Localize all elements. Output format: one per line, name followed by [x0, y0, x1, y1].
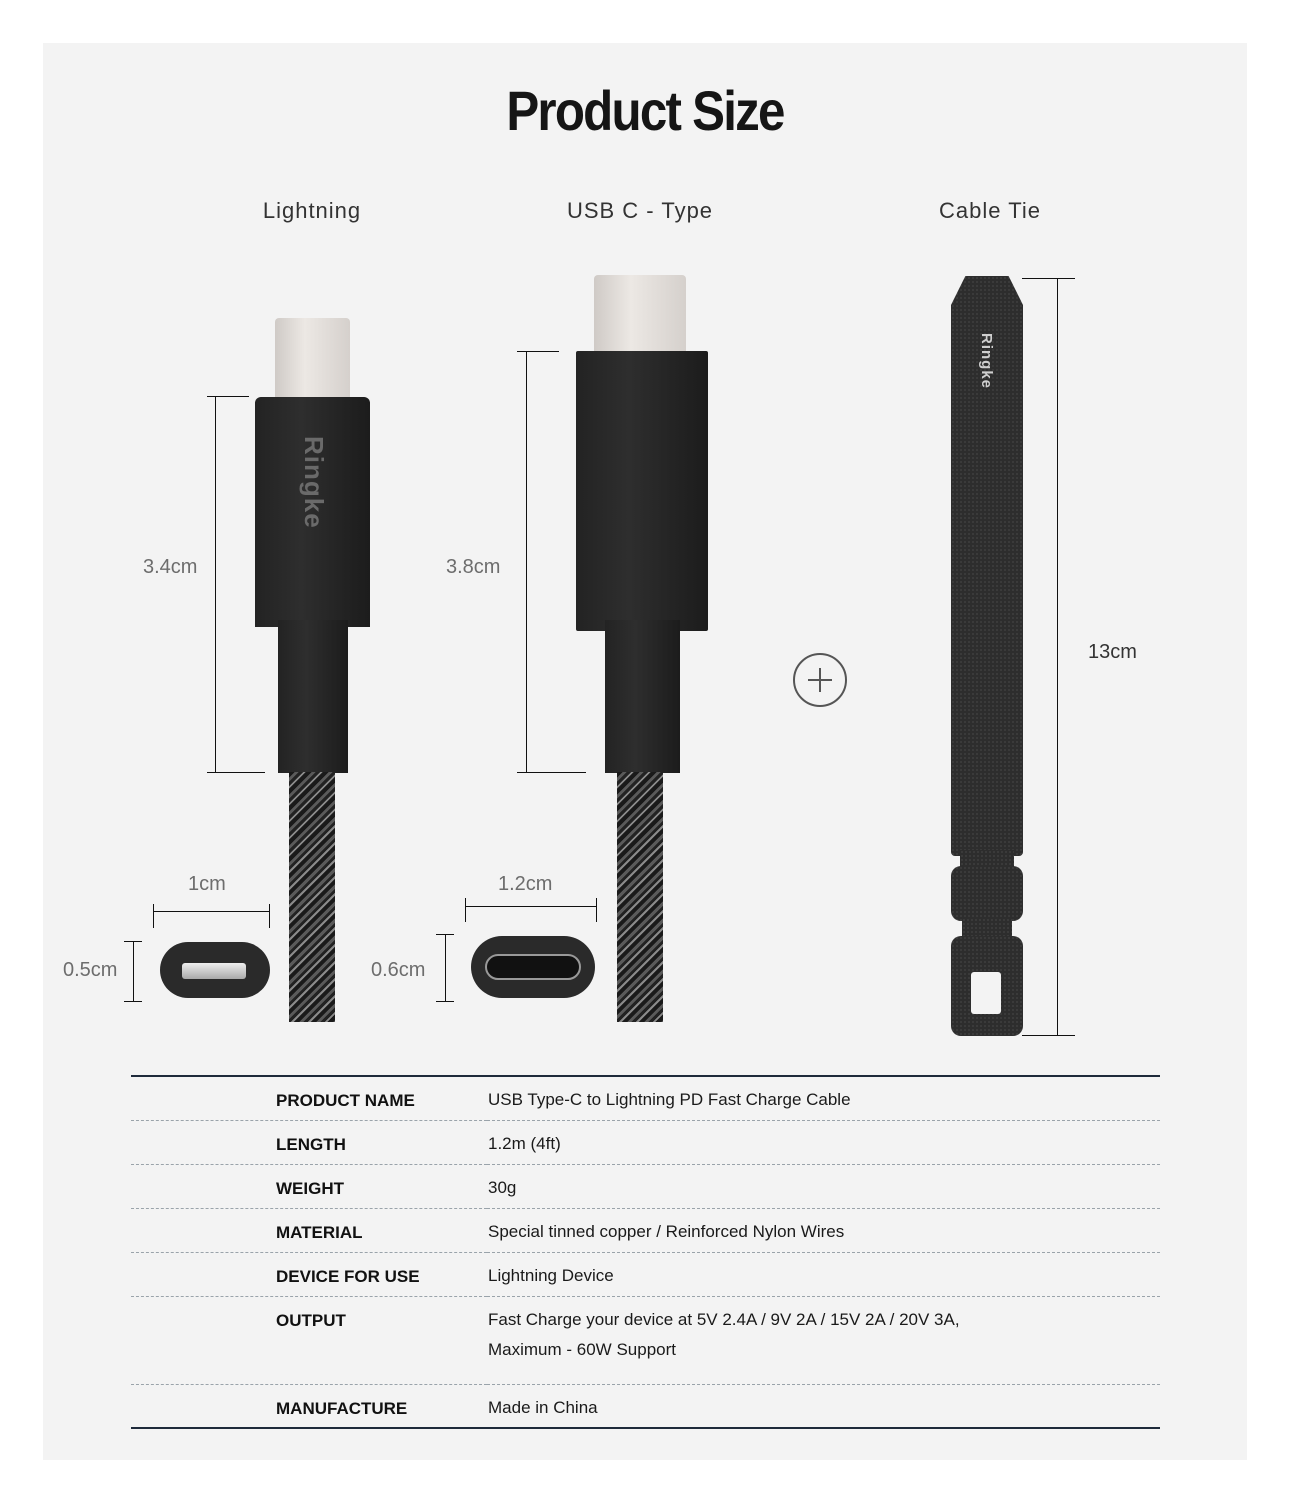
- plus-circle-icon: [793, 653, 847, 707]
- usbc-height: 0.6cm: [371, 959, 426, 981]
- spec-value: Made in China: [488, 1397, 598, 1417]
- page-title: Product Size: [506, 79, 784, 142]
- spec-row: [131, 1296, 1160, 1384]
- dim-tick: [517, 772, 586, 773]
- spec-key: MATERIAL: [276, 1222, 363, 1242]
- dim-tick: [153, 904, 154, 928]
- lightning-plug: [275, 318, 350, 398]
- usbc-length-line: [526, 351, 527, 773]
- spec-row: [131, 1120, 1160, 1164]
- usbc-width: 1.2cm: [498, 873, 553, 895]
- spec-value: Fast Charge your device at 5V 2.4A / 9V 2A / 15V 2A / 20V 3A,: [488, 1309, 960, 1329]
- height-line: [133, 941, 134, 1002]
- cable-tie-hole: [971, 972, 1001, 1014]
- spec-key: PRODUCT NAME: [276, 1091, 415, 1110]
- cable-tie-brand: Ringke: [978, 333, 995, 390]
- usbc-plug: [594, 275, 686, 353]
- spec-row: [131, 1384, 1160, 1428]
- dim-tick: [465, 898, 466, 922]
- spec-value: 1.2m (4ft): [488, 1133, 561, 1153]
- spec-value-line2: Maximum - 60W Support: [488, 1339, 676, 1359]
- usbc-cable-braid: [617, 772, 663, 1022]
- dim-tick: [124, 941, 142, 942]
- dim-tick: [124, 1001, 142, 1002]
- lightning-height: 0.5cm: [63, 959, 118, 981]
- height-line: [445, 934, 446, 1002]
- lightning-strain-relief: [278, 620, 348, 773]
- width-line: [153, 911, 269, 912]
- cable-tie-loop-end: [951, 936, 1023, 1036]
- lightning-pin: [182, 963, 246, 979]
- dim-tick: [436, 934, 454, 935]
- usbc-strain-relief: [605, 620, 680, 773]
- lightning-width: 1cm: [188, 873, 226, 895]
- spec-key: MANUFACTURE: [276, 1398, 408, 1418]
- dim-tick: [207, 396, 249, 397]
- spec-value: 30g: [488, 1177, 517, 1197]
- cable-tie-length: 13cm: [1088, 641, 1137, 663]
- dim-tick: [1022, 1035, 1075, 1036]
- spec-value: Lightning Device: [488, 1265, 614, 1285]
- usbc-port: [485, 954, 581, 980]
- dim-tick: [436, 1001, 454, 1002]
- spec-value: Special tinned copper / Reinforced Nylon Wires: [488, 1221, 845, 1241]
- spec-table: [131, 1075, 1160, 1429]
- dim-tick: [1022, 278, 1075, 279]
- spec-row: [131, 1252, 1160, 1296]
- spec-key: LENGTH: [276, 1134, 346, 1154]
- spec-key: OUTPUT: [276, 1310, 346, 1330]
- dim-tick: [596, 898, 597, 922]
- spec-row: [131, 1076, 1160, 1120]
- spec-key: WEIGHT: [276, 1178, 344, 1198]
- lightning-label: Lightning: [262, 198, 362, 223]
- usbc-end-view: [471, 936, 595, 998]
- cable-tie-label: Cable Tie: [939, 198, 1041, 223]
- spec-key: DEVICE FOR USE: [276, 1266, 420, 1286]
- cable-tie-length-line: [1057, 278, 1058, 1036]
- lightning-brand: Ringke: [299, 436, 329, 529]
- usbc-length: 3.8cm: [446, 556, 501, 578]
- spec-row: [131, 1208, 1160, 1252]
- usbc-label: USB C - Type: [566, 198, 714, 223]
- dim-tick: [207, 772, 265, 773]
- spec-value: USB Type-C to Lightning PD Fast Charge Cable: [488, 1090, 851, 1109]
- lightning-length-line: [215, 396, 216, 773]
- cable-tie-segment: [951, 866, 1023, 921]
- dim-tick: [269, 904, 270, 928]
- lightning-length: 3.4cm: [143, 556, 198, 578]
- dim-tick: [517, 351, 559, 352]
- lightning-end-view: [160, 942, 270, 998]
- usbc-body: [576, 351, 708, 631]
- width-line: [465, 906, 596, 907]
- spec-row: [131, 1164, 1160, 1208]
- lightning-cable-braid: [289, 772, 335, 1022]
